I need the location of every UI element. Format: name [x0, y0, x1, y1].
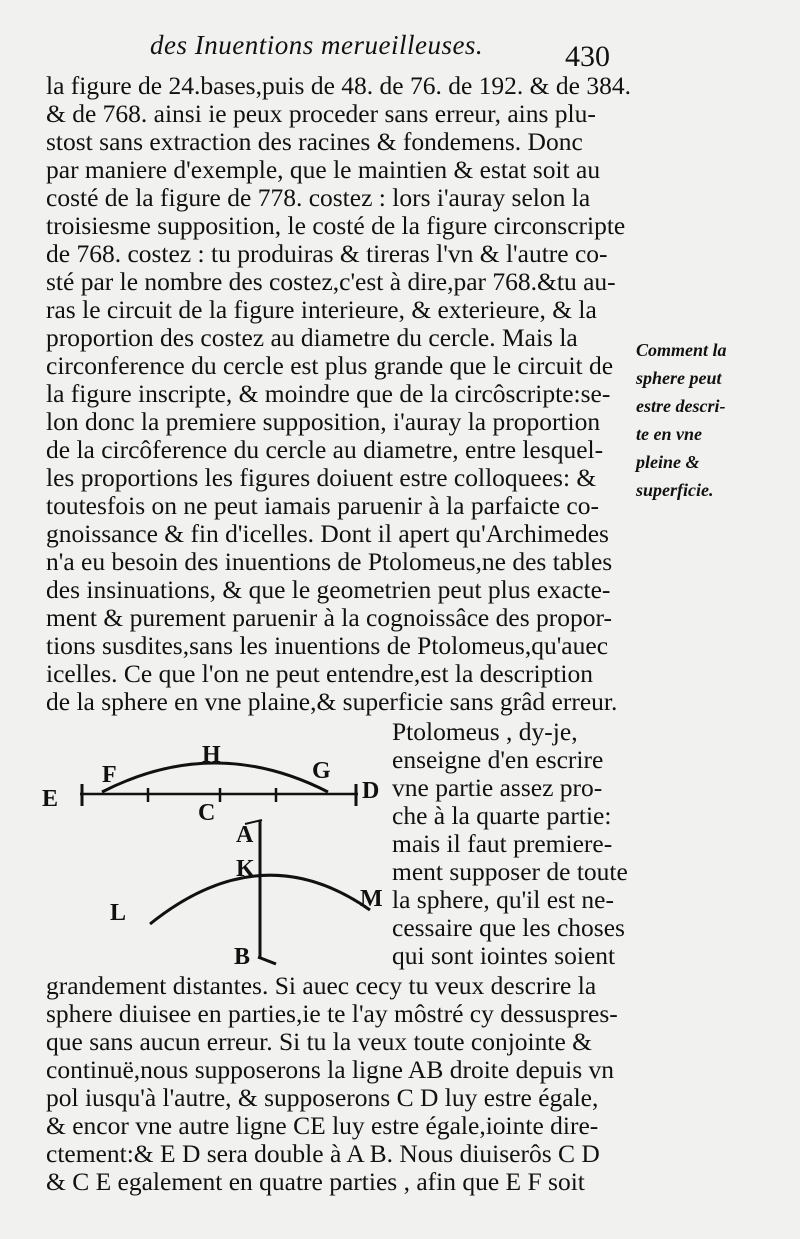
body-line: n'a eu besoin des inuentions de Ptolomeus,ne des tables: [46, 547, 613, 576]
body-line: de la circôference du cercle au diametre, entre lesquel-: [46, 435, 604, 464]
body-line: & C E egalement en quatre parties , afin que E F soit: [46, 1167, 585, 1196]
narrow-line: enseigne d'en escrire: [392, 745, 604, 774]
body-line: lon donc la premiere supposition, i'auray la proportion: [46, 407, 601, 436]
body-line: proportion des costez au diametre du cercle. Mais la: [46, 323, 578, 352]
body-line: la figure inscripte, & moindre que de la circôscripte:se-: [46, 379, 611, 408]
narrow-line: cessaire que les choses: [392, 913, 625, 942]
body-line: que sans aucun erreur. Si tu la veux toute conjointe &: [46, 1027, 592, 1056]
label-c: C: [198, 800, 216, 826]
label-a: A: [236, 822, 254, 848]
body-line: sphere diuisee en parties,ie te l'ay môstré cy dessuspres-: [46, 999, 618, 1028]
body-line: gnoissance & fin d'icelles. Dont il apert qu'Archimedes: [46, 519, 609, 548]
body-line: icelles. Ce que l'on ne peut entendre,est la description: [46, 659, 593, 688]
label-m: M: [360, 886, 383, 912]
body-line: des insinuations, & que le geometrien peut plus exacte-: [46, 575, 611, 604]
body-line: ment & purement paruenir à la cognoissâce des propor-: [46, 603, 612, 632]
label-b: B: [234, 944, 251, 970]
body-line: les proportions les figures doiuent estre colloquees: &: [46, 463, 597, 492]
label-e: E: [42, 786, 59, 812]
narrow-line: la sphere, qu'il est ne-: [392, 885, 614, 914]
narrow-line: che à la quarte partie:: [392, 801, 612, 830]
body-line: troisiesme supposition, le costé de la figure circonscripte: [46, 211, 626, 240]
body-line: continuë,nous supposerons la ligne AB droite depuis vn: [46, 1055, 615, 1084]
label-l: L: [110, 900, 127, 926]
label-d: D: [362, 778, 380, 804]
body-line: toutesfois on ne peut iamais paruenir à la parfaicte co-: [46, 491, 599, 520]
body-line: costé de la figure de 778. costez : lors i'auray selon la: [46, 183, 591, 212]
body-line: ras le circuit de la figure interieure, & exterieure, & la: [46, 295, 597, 324]
margin-note-line: superficie.: [636, 480, 714, 500]
running-head: des Inuentions merueilleuses.: [150, 30, 484, 60]
label-g: G: [312, 758, 331, 784]
body-line: circonference du cercle est plus grande que le circuit de: [46, 351, 614, 380]
margin-note-line: te en vne: [636, 424, 702, 444]
body-line: & encor vne autre ligne CE luy estre égale,iointe dire-: [46, 1111, 599, 1140]
body-line: la figure de 24.bases,puis de 48. de 76. de 192. & de 384.: [46, 71, 631, 100]
body-line: grandement distantes. Si auec cecy tu veux descrire la: [46, 971, 597, 1000]
margin-note-line: Comment la: [636, 340, 727, 360]
body-line: par maniere d'exemple, que le maintien & estat soit au: [46, 155, 601, 184]
label-h: H: [202, 742, 221, 768]
body-line: pol iusqu'à l'autre, & supposerons C D luy estre égale,: [46, 1083, 599, 1112]
body-line: de 768. costez : tu produiras & tireras l'vn & l'autre co-: [46, 239, 608, 268]
body-line: de la sphere en vne plaine,& superficie sans grâd erreur.: [46, 687, 618, 716]
margin-note-line: pleine &: [636, 452, 700, 472]
body-line: & de 768. ainsi ie peux proceder sans erreur, ains plu-: [46, 99, 596, 128]
body-line: sté par le nombre des costez,c'est à dire,par 768.&tu au-: [46, 267, 616, 296]
narrow-line: vne partie assez pro-: [392, 773, 603, 802]
narrow-line: ment supposer de toute: [392, 857, 628, 886]
body-line: ctement:& E D sera double à A B. Nous diuiserôs C D: [46, 1139, 600, 1168]
label-k: K: [236, 856, 255, 882]
narrow-line: Ptolomeus , dy-je,: [392, 717, 578, 746]
body-line: tions susdites,sans les inuentions de Ptolomeus,qu'auec: [46, 631, 609, 660]
margin-note-line: sphere peut: [636, 368, 722, 388]
body-line: stost sans extraction des racines & fondemens. Donc: [46, 127, 583, 156]
page-number: 430: [565, 40, 610, 73]
narrow-line: mais il faut premiere-: [392, 829, 613, 858]
margin-note-line: estre descri-: [636, 396, 726, 416]
sphere-projection-figure: [40, 742, 400, 977]
narrow-line: qui sont iointes soient: [392, 941, 616, 970]
tick-b: [258, 957, 276, 964]
figure-drawing: [40, 742, 400, 977]
label-f: F: [102, 762, 117, 788]
